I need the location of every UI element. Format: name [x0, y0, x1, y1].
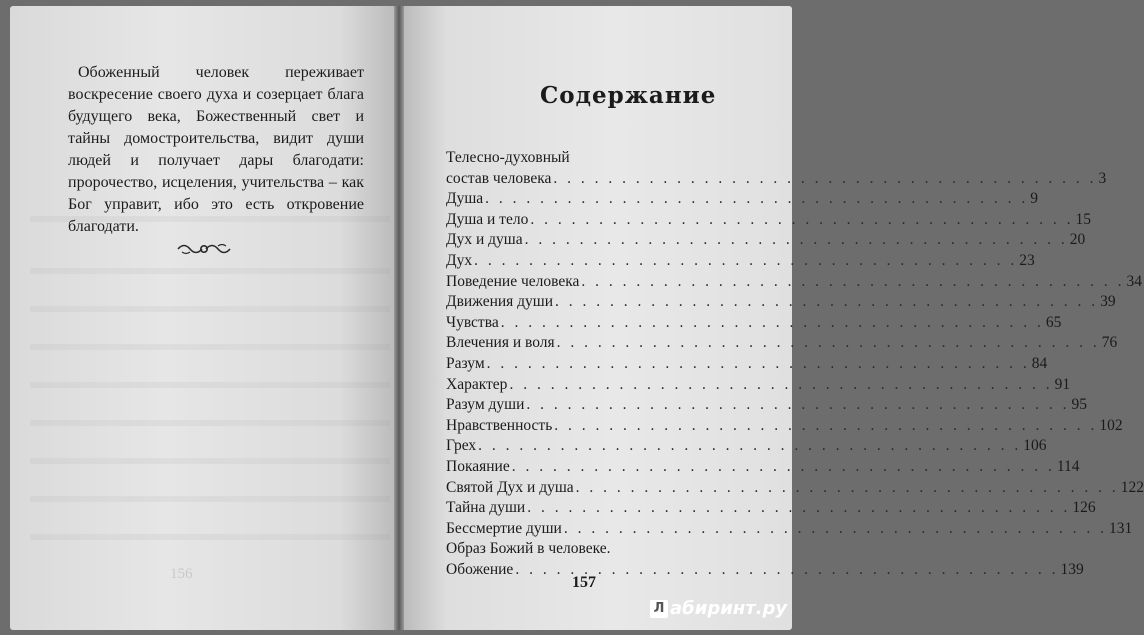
toc-leader-dots: . . . . . . . . . . . . . . . . . . . . . . . . . . . . . . . . . . . . . . . .: [526, 396, 1070, 414]
toc-leader-dots: . . . . . . . . . . . . . . . . . . . . . . . . . . . . . . . . . . . . . . . .: [556, 334, 1100, 352]
watermark-text: абиринт.ру: [670, 598, 788, 619]
toc-entry: [446, 189, 1039, 210]
bleed-through-line: [30, 420, 390, 426]
toc-entry-page: 106: [1023, 437, 1047, 455]
bleed-through-line: [30, 458, 390, 464]
toc-entry-label: Душа и тело: [446, 210, 529, 228]
toc-entry: [446, 230, 1086, 251]
toc-entry-page: 95: [1071, 396, 1088, 414]
toc-entry-page: 15: [1075, 210, 1091, 228]
toc-entry-label: Дух: [446, 251, 473, 269]
toc-entry: [446, 272, 1143, 293]
watermark-logo-icon: Л: [650, 600, 668, 618]
toc-entry: [446, 333, 1118, 354]
toc-entry-page: 23: [1019, 251, 1035, 269]
book-gutter: [394, 6, 404, 630]
toc-entry-page: 114: [1056, 457, 1080, 475]
toc-leader-dots: . . . . . . . . . . . . . . . . . . . . . . . . . . . . . . . . . . . . . . . .: [511, 457, 1055, 475]
toc-entry: [446, 519, 1133, 540]
toc-entry: [446, 436, 1047, 457]
table-of-contents: [446, 148, 1144, 580]
toc-entry-label: Движения души: [446, 293, 554, 311]
toc-leader-dots: . . . . . . . . . . . . . . . . . . . . . . . . . . . . . . . . . . . . . . . .: [527, 499, 1071, 517]
toc-entry: [446, 251, 1035, 272]
toc-leader-dots: . . . . . . . . . . . . . . . . . . . . . . . . . . . . . . . . . . . . . . . .: [478, 437, 1022, 455]
toc-entry-page: 84: [1031, 354, 1048, 372]
toc-entry-page: 126: [1072, 499, 1096, 517]
bleed-through-line: [30, 382, 390, 388]
toc-entry-label: Покаяние: [446, 457, 510, 475]
bleed-through-line: [30, 344, 390, 350]
bleed-through-line: [30, 534, 390, 540]
toc-entry: [446, 210, 1091, 231]
page-number-right: 157: [572, 574, 596, 591]
toc-entry-page: 139: [1060, 560, 1084, 578]
toc-leader-dots: . . . . . . . . . . . . . . . . . . . . . . . . . . . . . . . . . . . . . . . .: [515, 560, 1059, 578]
toc-entry: [446, 354, 1048, 375]
toc-entry-page: 34: [1126, 272, 1143, 290]
toc-entry: [446, 416, 1123, 437]
toc-entry-label: Тайна души: [446, 499, 526, 517]
toc-entry: [446, 395, 1088, 416]
ornament-icon: [176, 240, 232, 258]
toc-leader-dots: . . . . . . . . . . . . . . . . . . . . . . . . . . . . . . . . . . . . . . . .: [524, 231, 1068, 249]
toc-title: Содержание: [540, 82, 717, 109]
toc-entry: [446, 375, 1071, 396]
toc-leader-dots: . . . . . . . . . . . . . . . . . . . . . . . . . . . . . . . . . . . . . . . .: [500, 313, 1044, 331]
page-number-left: 156: [170, 566, 193, 582]
toc-entry-label: Образ Божий в человеке.: [446, 540, 611, 558]
toc-entry-label: Разум души: [446, 396, 525, 414]
bleed-through-line: [30, 496, 390, 502]
toc-entry-label: Бессмертие души: [446, 519, 562, 537]
toc-leader-dots: . . . . . . . . . . . . . . . . . . . . . . . . . . . . . . . . . . . . . . . .: [581, 272, 1125, 290]
body-text: [68, 62, 364, 238]
toc-entry: [446, 169, 1107, 190]
toc-entry-label: Влечения и воля: [446, 334, 555, 352]
toc-leader-dots: . . . . . . . . . . . . . . . . . . . . . . . . . . . . . . . . . . . . . . . .: [509, 375, 1053, 393]
toc-leader-dots: . . . . . . . . . . . . . . . . . . . . . . . . . . . . . . . . . . . . . . . .: [554, 416, 1098, 434]
toc-leader-dots: . . . . . . . . . . . . . . . . . . . . . . . . . . . . . . . . . . . . . . . .: [553, 169, 1097, 187]
toc-entry-page: 122: [1120, 478, 1144, 496]
toc-entry: [446, 457, 1080, 478]
toc-entry-page: 131: [1108, 519, 1133, 537]
toc-leader-dots: . . . . . . . . . . . . . . . . . . . . . . . . . . . . . . . . . . . . . . . .: [575, 478, 1119, 496]
toc-entry-page: 102: [1099, 416, 1123, 434]
toc-entry-page: 20: [1069, 231, 1086, 249]
toc-leader-dots: . . . . . . . . . . . . . . . . . . . . . . . . . . . . . . . . . . . . . . . .: [555, 293, 1099, 311]
toc-entry: [446, 478, 1144, 499]
toc-entry: [446, 292, 1116, 313]
toc-entry: [446, 148, 742, 169]
bleed-through-line: [30, 306, 390, 312]
toc-entry-label: Нравственность: [446, 416, 553, 434]
watermark: [650, 598, 787, 619]
toc-entry-label: Телесно-духовный: [446, 149, 570, 166]
toc-entry-label: состав человека: [446, 169, 552, 187]
toc-entry-page: 39: [1100, 293, 1116, 311]
paragraph: Обоженный человек переживает воскресение своего духа и созерцает блага будущего века, Божественный свет и тайны домостроительства, видит души людей и получает дары благодати: пророчество, исцеления, учительства – как Бог управит, ибо это есть откровение благодати.: [68, 64, 364, 235]
toc-leader-dots: . . . . . . . . . . . . . . . . . . . . . . . . . . . . . . . . . . . . . . . .: [486, 354, 1030, 372]
toc-leader-dots: . . . . . . . . . . . . . . . . . . . . . . . . . . . . . . . . . . . . . . . .: [474, 251, 1018, 269]
toc-entry-label: Грех: [446, 437, 477, 455]
toc-entry-page: 91: [1054, 375, 1071, 393]
toc-entry: [446, 539, 742, 560]
toc-entry-label: Поведение человека: [446, 272, 580, 290]
toc-entry-page: 65: [1045, 313, 1062, 331]
toc-entry-page: 3: [1098, 169, 1107, 187]
toc-entry-label: Святой Дух и душа: [446, 478, 574, 496]
toc-leader-dots: . . . . . . . . . . . . . . . . . . . . . . . . . . . . . . . . . . . . . . . .: [485, 190, 1029, 208]
toc-entry-label: Характер: [446, 375, 508, 393]
toc-entry: [446, 498, 1096, 519]
toc-entry-label: Дух и душа: [446, 231, 523, 249]
toc-entry-page: 76: [1101, 334, 1118, 352]
toc-entry-label: Обожение: [446, 560, 514, 578]
toc-leader-dots: . . . . . . . . . . . . . . . . . . . . . . . . . . . . . . . . . . . . . . . .: [563, 519, 1107, 537]
toc-entry: [446, 313, 1062, 334]
toc-entry-label: Душа: [446, 190, 484, 208]
toc-leader-dots: . . . . . . . . . . . . . . . . . . . . . . . . . . . . . . . . . . . . . . . .: [530, 210, 1074, 228]
toc-entry-page: 9: [1030, 190, 1039, 208]
toc-entry-label: Разум: [446, 354, 485, 372]
bleed-through-line: [30, 268, 390, 274]
toc-entry-label: Чувства: [446, 313, 499, 331]
